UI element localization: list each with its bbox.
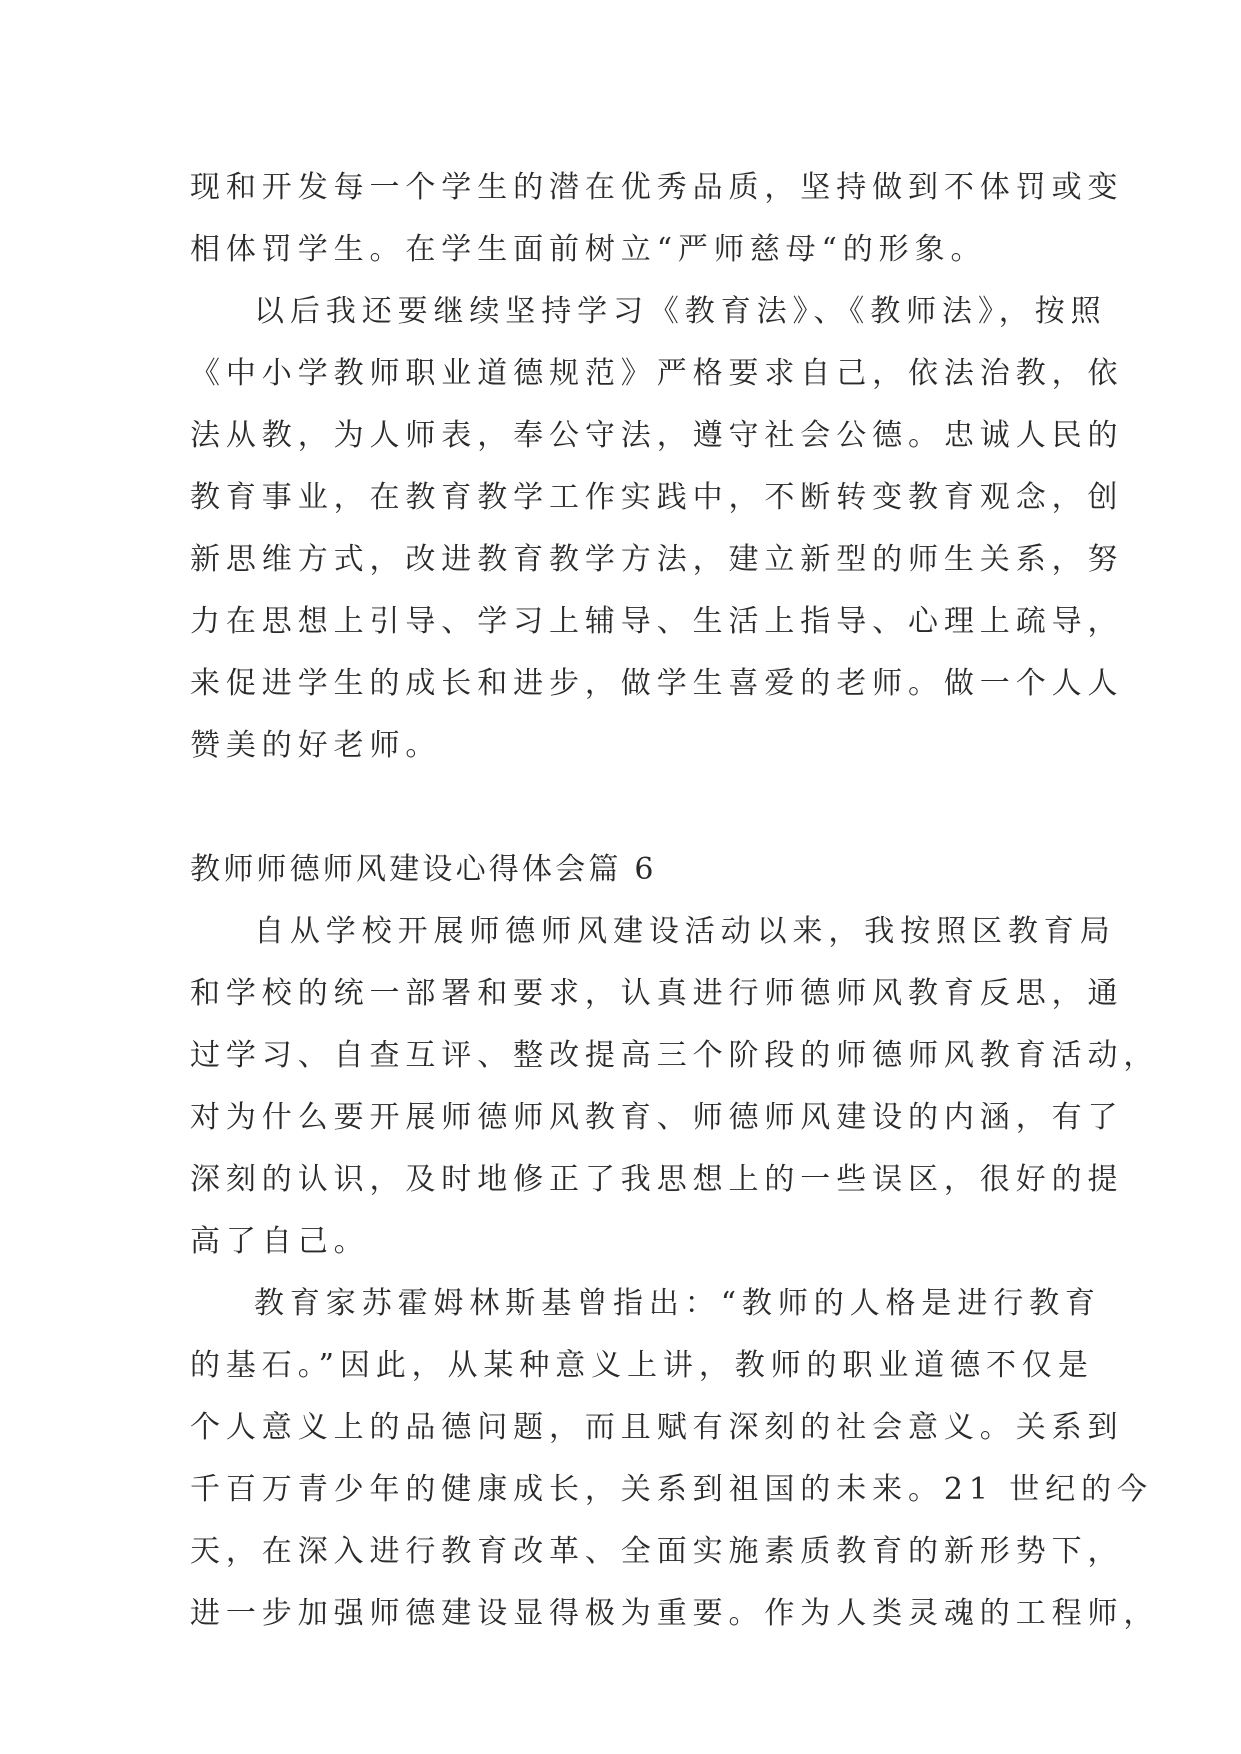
text-line: 现和开发每一个学生的潜在优秀品质，坚持做到不体罚或变 <box>190 170 1124 205</box>
text-line: 对为什么要开展师德师风教育、师德师风建设的内涵，有了 <box>190 1100 1124 1135</box>
text-line: 过学习、自查互评、整改提高三个阶段的师德师风教育活动， <box>190 1038 1160 1073</box>
text-line: 《中小学教师职业道德规范》严格要求自己，依法治教，依 <box>190 356 1124 391</box>
text-line: 和学校的统一部署和要求，认真进行师德师风教育反思，通 <box>190 976 1124 1011</box>
text-line: 新思维方式，改进教育教学方法，建立新型的师生关系，努 <box>190 542 1124 577</box>
document-body <box>190 157 1160 1645</box>
paragraph-future-commitment <box>190 281 1124 777</box>
text-line: 力在思想上引导、学习上辅导、生活上指导、心理上疏导， <box>190 604 1124 639</box>
text-line: 高了自己。 <box>190 1224 370 1259</box>
text-line: 法从教，为人师表，奉公守法，遵守社会公德。忠诚人民的 <box>190 418 1124 453</box>
text-line: 赞美的好老师。 <box>190 728 442 763</box>
paragraph-educator-quote <box>190 1273 1160 1645</box>
section-heading: 教师师德师风建设心得体会篇 6 <box>190 852 657 887</box>
paragraph-spacer <box>190 777 1052 839</box>
text-line: 个人意义上的品德问题，而且赋有深刻的社会意义。关系到 <box>190 1410 1124 1445</box>
text-line: 教育家苏霍姆林斯基曾指出：“教师的人格是进行教育 <box>254 1286 1101 1321</box>
paragraph-activity-reflection <box>190 901 1160 1273</box>
text-line: 天，在深入进行教育改革、全面实施素质教育的新形势下， <box>190 1534 1124 1569</box>
text-line: 来促进学生的成长和进步，做学生喜爱的老师。做一个人人 <box>190 666 1124 701</box>
text-line: 进一步加强师德建设显得极为重要。作为人类灵魂的工程师， <box>190 1596 1160 1631</box>
text-line: 的基石。”因此，从某种意义上讲，教师的职业道德不仅是 <box>190 1348 1094 1383</box>
text-line: 教育事业，在教育教学工作实践中，不断转变教育观念，创 <box>190 480 1124 515</box>
paragraph-continued <box>190 157 1124 281</box>
text-line: 相体罚学生。在学生面前树立“严师慈母“的形象。 <box>190 232 987 267</box>
text-line: 以后我还要继续坚持学习《教育法》、《教师法》，按照 <box>254 294 1107 329</box>
text-line: 深刻的认识，及时地修正了我思想上的一些误区，很好的提 <box>190 1162 1124 1197</box>
text-line: 自从学校开展师德师风建设活动以来，我按照区教育局 <box>254 914 1116 949</box>
text-line: 千百万青少年的健康成长，关系到祖国的未来。21 世纪的今 <box>190 1472 1153 1507</box>
